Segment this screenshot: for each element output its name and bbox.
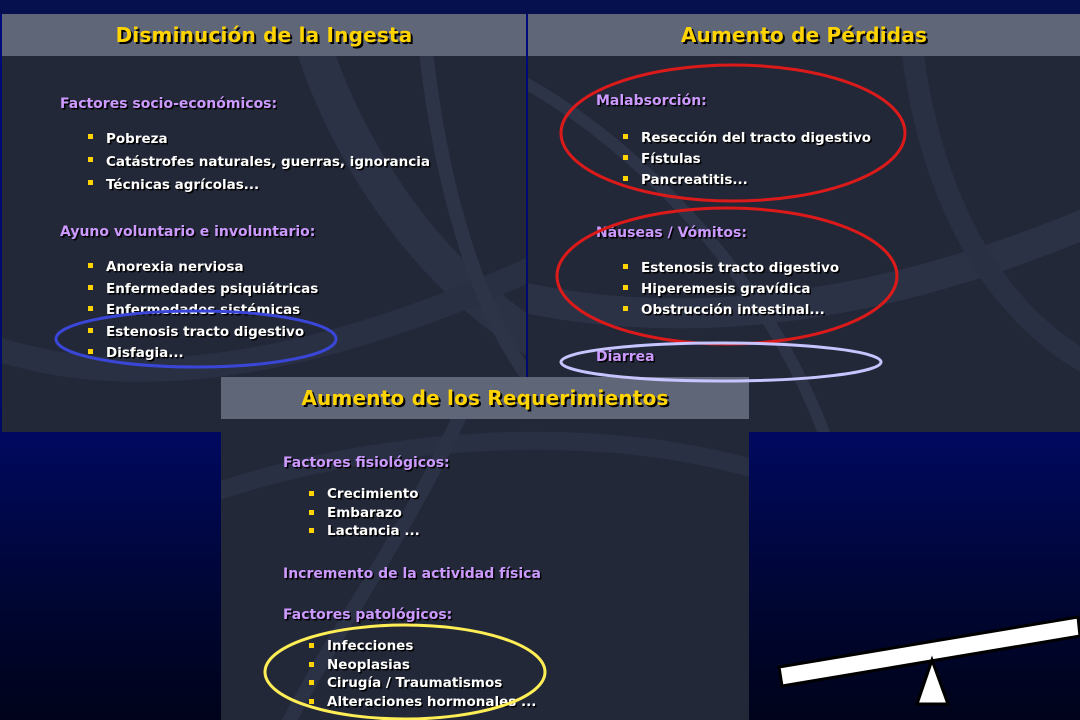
panel-aumento-perdidas xyxy=(528,14,1080,432)
list-item: Infecciones xyxy=(307,637,536,656)
section-heading: Malabsorción: xyxy=(596,93,707,109)
panel-title: Aumento de los Requerimientos xyxy=(221,377,749,419)
item-list xyxy=(86,128,430,197)
panel-title: Aumento de Pérdidas xyxy=(528,14,1080,56)
list-item: Resección del tracto digestivo xyxy=(621,128,871,149)
section-heading: Ayuno voluntario e involuntario: xyxy=(60,224,316,240)
list-item: Estenosis tracto digestivo xyxy=(86,322,318,344)
background-swoosh xyxy=(2,14,526,432)
list-item: Enfermedades psiquiátricas xyxy=(86,279,318,301)
item-list xyxy=(621,128,871,191)
background-swoosh xyxy=(528,14,1080,432)
top-bar xyxy=(0,0,1080,14)
list-item: Fístulas xyxy=(621,149,871,170)
item-list xyxy=(307,637,536,711)
section-heading: Factores socio-económicos: xyxy=(60,96,278,112)
list-item: Neoplasias xyxy=(307,656,536,675)
panel-title: Disminución de la Ingesta xyxy=(2,14,526,56)
item-list xyxy=(307,485,420,541)
item-list xyxy=(86,257,318,365)
list-item: Lactancia ... xyxy=(307,522,420,541)
section-heading: Diarrea xyxy=(596,349,655,365)
list-item: Cirugía / Traumatismos xyxy=(307,674,536,693)
list-item: Anorexia nerviosa xyxy=(86,257,318,279)
list-item: Enfermedades sistémicas xyxy=(86,300,318,322)
list-item: Disfagia... xyxy=(86,343,318,365)
list-item: Estenosis tracto digestivo xyxy=(621,258,839,279)
list-item: Pancreatitis... xyxy=(621,170,871,191)
list-item: Alteraciones hormonales ... xyxy=(307,693,536,712)
list-item: Crecimiento xyxy=(307,485,420,504)
seesaw-icon xyxy=(779,617,1080,704)
list-item: Embarazo xyxy=(307,504,420,523)
list-item: Pobreza xyxy=(86,128,430,151)
section-heading: Incremento de la actividad física xyxy=(283,566,541,582)
item-list xyxy=(621,258,839,321)
section-heading: Náuseas / Vómitos: xyxy=(596,225,747,241)
section-heading: Factores fisiológicos: xyxy=(283,455,450,471)
panel-disminucion-ingesta xyxy=(2,14,526,432)
list-item: Técnicas agrícolas... xyxy=(86,174,430,197)
list-item: Catástrofes naturales, guerras, ignorancia xyxy=(86,151,430,174)
list-item: Obstrucción intestinal... xyxy=(621,300,839,321)
list-item: Hiperemesis gravídica xyxy=(621,279,839,300)
panel-aumento-requerimientos xyxy=(221,377,749,720)
section-heading: Factores patológicos: xyxy=(283,607,453,623)
